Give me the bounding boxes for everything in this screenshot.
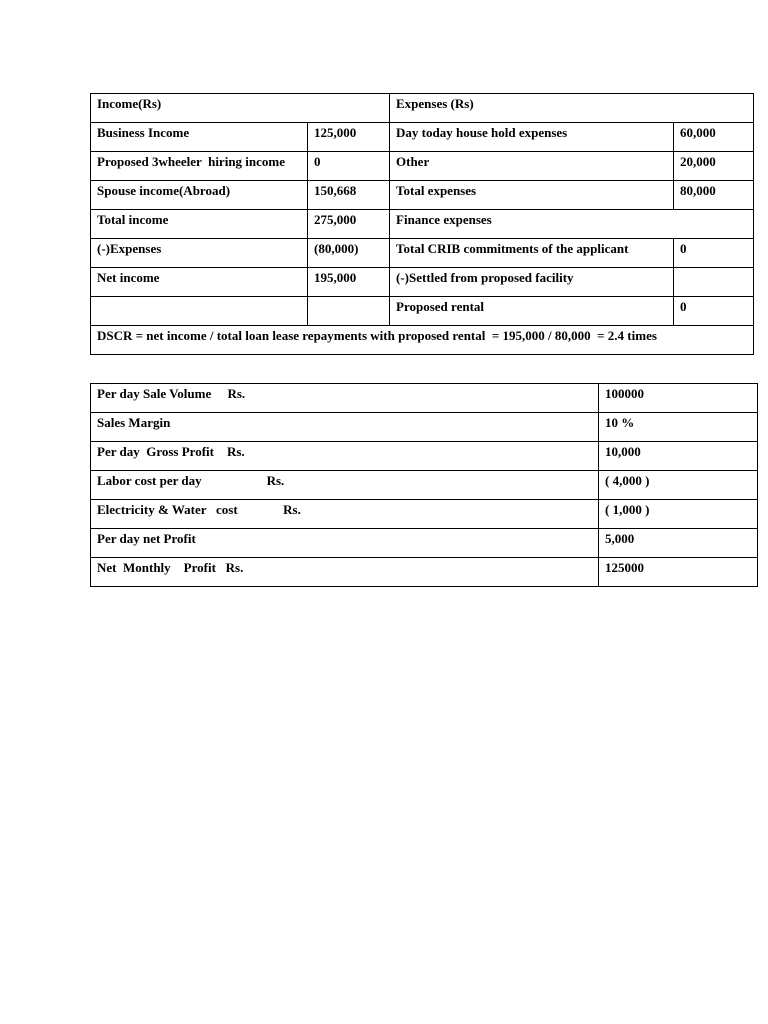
- profit-value: ( 4,000 ): [599, 471, 758, 500]
- expense-value: 0: [674, 297, 754, 326]
- income-label: Business Income: [91, 123, 308, 152]
- table-row: [91, 239, 754, 268]
- expense-label: Finance expenses: [390, 210, 754, 239]
- table-row: [91, 152, 754, 181]
- profit-value: 5,000: [599, 529, 758, 558]
- dscr-formula: DSCR = net income / total loan lease repayments with proposed rental = 195,000 / 80,000 = 2.4 times: [91, 326, 754, 355]
- profit-label: Sales Margin: [91, 413, 599, 442]
- profit-label: Net Monthly Profit Rs.: [91, 558, 599, 587]
- table-row: [91, 558, 758, 587]
- expense-value: [674, 268, 754, 297]
- income-label: Total income: [91, 210, 308, 239]
- profit-label: Labor cost per day Rs.: [91, 471, 599, 500]
- profit-value: ( 1,000 ): [599, 500, 758, 529]
- income-label: (-)Expenses: [91, 239, 308, 268]
- income-header: Income(Rs): [91, 94, 390, 123]
- profit-value: 10 %: [599, 413, 758, 442]
- expense-value: 60,000: [674, 123, 754, 152]
- expense-value: 0: [674, 239, 754, 268]
- income-label: Net income: [91, 268, 308, 297]
- income-expenses-table: [90, 93, 754, 355]
- income-label: Proposed 3wheeler hiring income: [91, 152, 308, 181]
- income-label: [91, 297, 308, 326]
- table-row: [91, 471, 758, 500]
- profit-label: Electricity & Water cost Rs.: [91, 500, 599, 529]
- table-row: [91, 413, 758, 442]
- table-row: [91, 442, 758, 471]
- expense-value: 20,000: [674, 152, 754, 181]
- table-row: [91, 297, 754, 326]
- income-value: 275,000: [308, 210, 390, 239]
- daily-profit-table: [90, 383, 758, 587]
- table-row: [91, 500, 758, 529]
- profit-value: 125000: [599, 558, 758, 587]
- expense-value: 80,000: [674, 181, 754, 210]
- table-row: [91, 384, 758, 413]
- table-row: [91, 529, 758, 558]
- profit-label: Per day net Profit: [91, 529, 599, 558]
- expenses-header: Expenses (Rs): [390, 94, 754, 123]
- income-value: 0: [308, 152, 390, 181]
- expense-label: (-)Settled from proposed facility: [390, 268, 674, 297]
- table-row: [91, 268, 754, 297]
- profit-value: 100000: [599, 384, 758, 413]
- profit-value: 10,000: [599, 442, 758, 471]
- table-row: [91, 181, 754, 210]
- income-value: 125,000: [308, 123, 390, 152]
- expense-label: Proposed rental: [390, 297, 674, 326]
- income-label: Spouse income(Abroad): [91, 181, 308, 210]
- profit-label: Per day Gross Profit Rs.: [91, 442, 599, 471]
- income-value: 150,668: [308, 181, 390, 210]
- dscr-row: [91, 326, 754, 355]
- profit-label: Per day Sale Volume Rs.: [91, 384, 599, 413]
- expense-label: Other: [390, 152, 674, 181]
- expense-label: Day today house hold expenses: [390, 123, 674, 152]
- expense-label: Total CRIB commitments of the applicant: [390, 239, 674, 268]
- income-value: (80,000): [308, 239, 390, 268]
- table-header-row: [91, 94, 754, 123]
- table-row: [91, 210, 754, 239]
- expense-label: Total expenses: [390, 181, 674, 210]
- table-row: [91, 123, 754, 152]
- income-value: [308, 297, 390, 326]
- income-value: 195,000: [308, 268, 390, 297]
